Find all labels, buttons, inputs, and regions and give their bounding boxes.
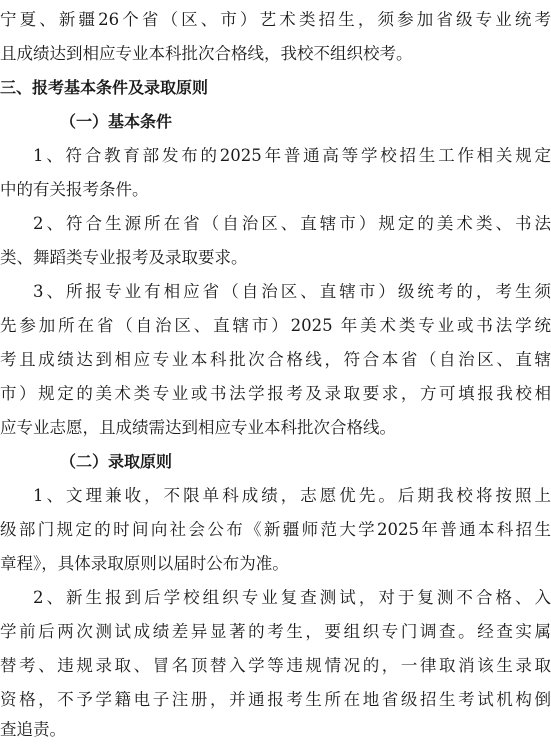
principle-1-line-1: 1、文理兼收，不限单科成绩，志愿优先。后期我校将按照上 [33,486,551,505]
principle-2-line-3: 替考、违规录取、冒名顶替入学等违规情况的，一律取消该生录取 [0,656,551,675]
condition-1-line-1: 1、符合教育部发布的2025年普通高等学校招生工作相关规定 [33,146,551,165]
principle-2-line-5: 查追责。 [0,720,66,739]
intro-line-2: 且成绩达到相应专业本科批次合格线，我校不组织校考。 [0,44,413,63]
condition-2-line-1: 2、符合生源所在省（自治区、直辖市）规定的美术类、书法 [33,214,551,233]
section-heading: 三、报考基本条件及录取原则 [0,78,209,97]
condition-3-line-1: 3、所报专业有相应省（自治区、直辖市）级统考的，考生须 [33,282,551,301]
principle-2-line-2: 学前后两次测试成绩差异显著的考生，要组织专门调查。经查实属 [0,622,551,641]
principle-2-line-1: 2、新生报到后学校组织专业复查测试，对于复测不合格、入 [33,588,551,607]
condition-1-line-2: 中的有关报考条件。 [0,180,149,199]
intro-line-1: 宁夏、新疆26个省（区、市）艺术类招生，须参加省级专业统考 [0,10,551,29]
condition-3-line-2: 先参加所在省（自治区、直辖市）2025 年美术类专业或书法学统 [0,316,551,335]
condition-3-line-3: 考且成绩达到相应专业本科批次合格线，符合本省（自治区、直辖 [0,350,551,369]
sub-heading-basic-conditions: （一）基本条件 [60,112,173,131]
principle-1-line-3: 章程》，具体录取原则以届时公布为准。 [0,554,289,573]
condition-3-line-4: 市）规定的美术类专业或书法学报考及录取要求，方可填报我校相 [0,384,551,403]
sub-heading-admission-principles: （二）录取原则 [60,452,173,471]
condition-2-line-2: 类、舞蹈类专业报考及录取要求。 [0,248,248,267]
principle-2-line-4: 资格，不予学籍电子注册，并通报考生所在地省级招生考试机构倒 [0,690,551,709]
principle-1-line-2: 级部门规定的时间向社会公布《新疆师范大学2025年普通本科招生 [0,520,551,539]
condition-3-line-5: 应专业志愿，且成绩需达到相应专业本科批次合格线。 [0,418,396,437]
